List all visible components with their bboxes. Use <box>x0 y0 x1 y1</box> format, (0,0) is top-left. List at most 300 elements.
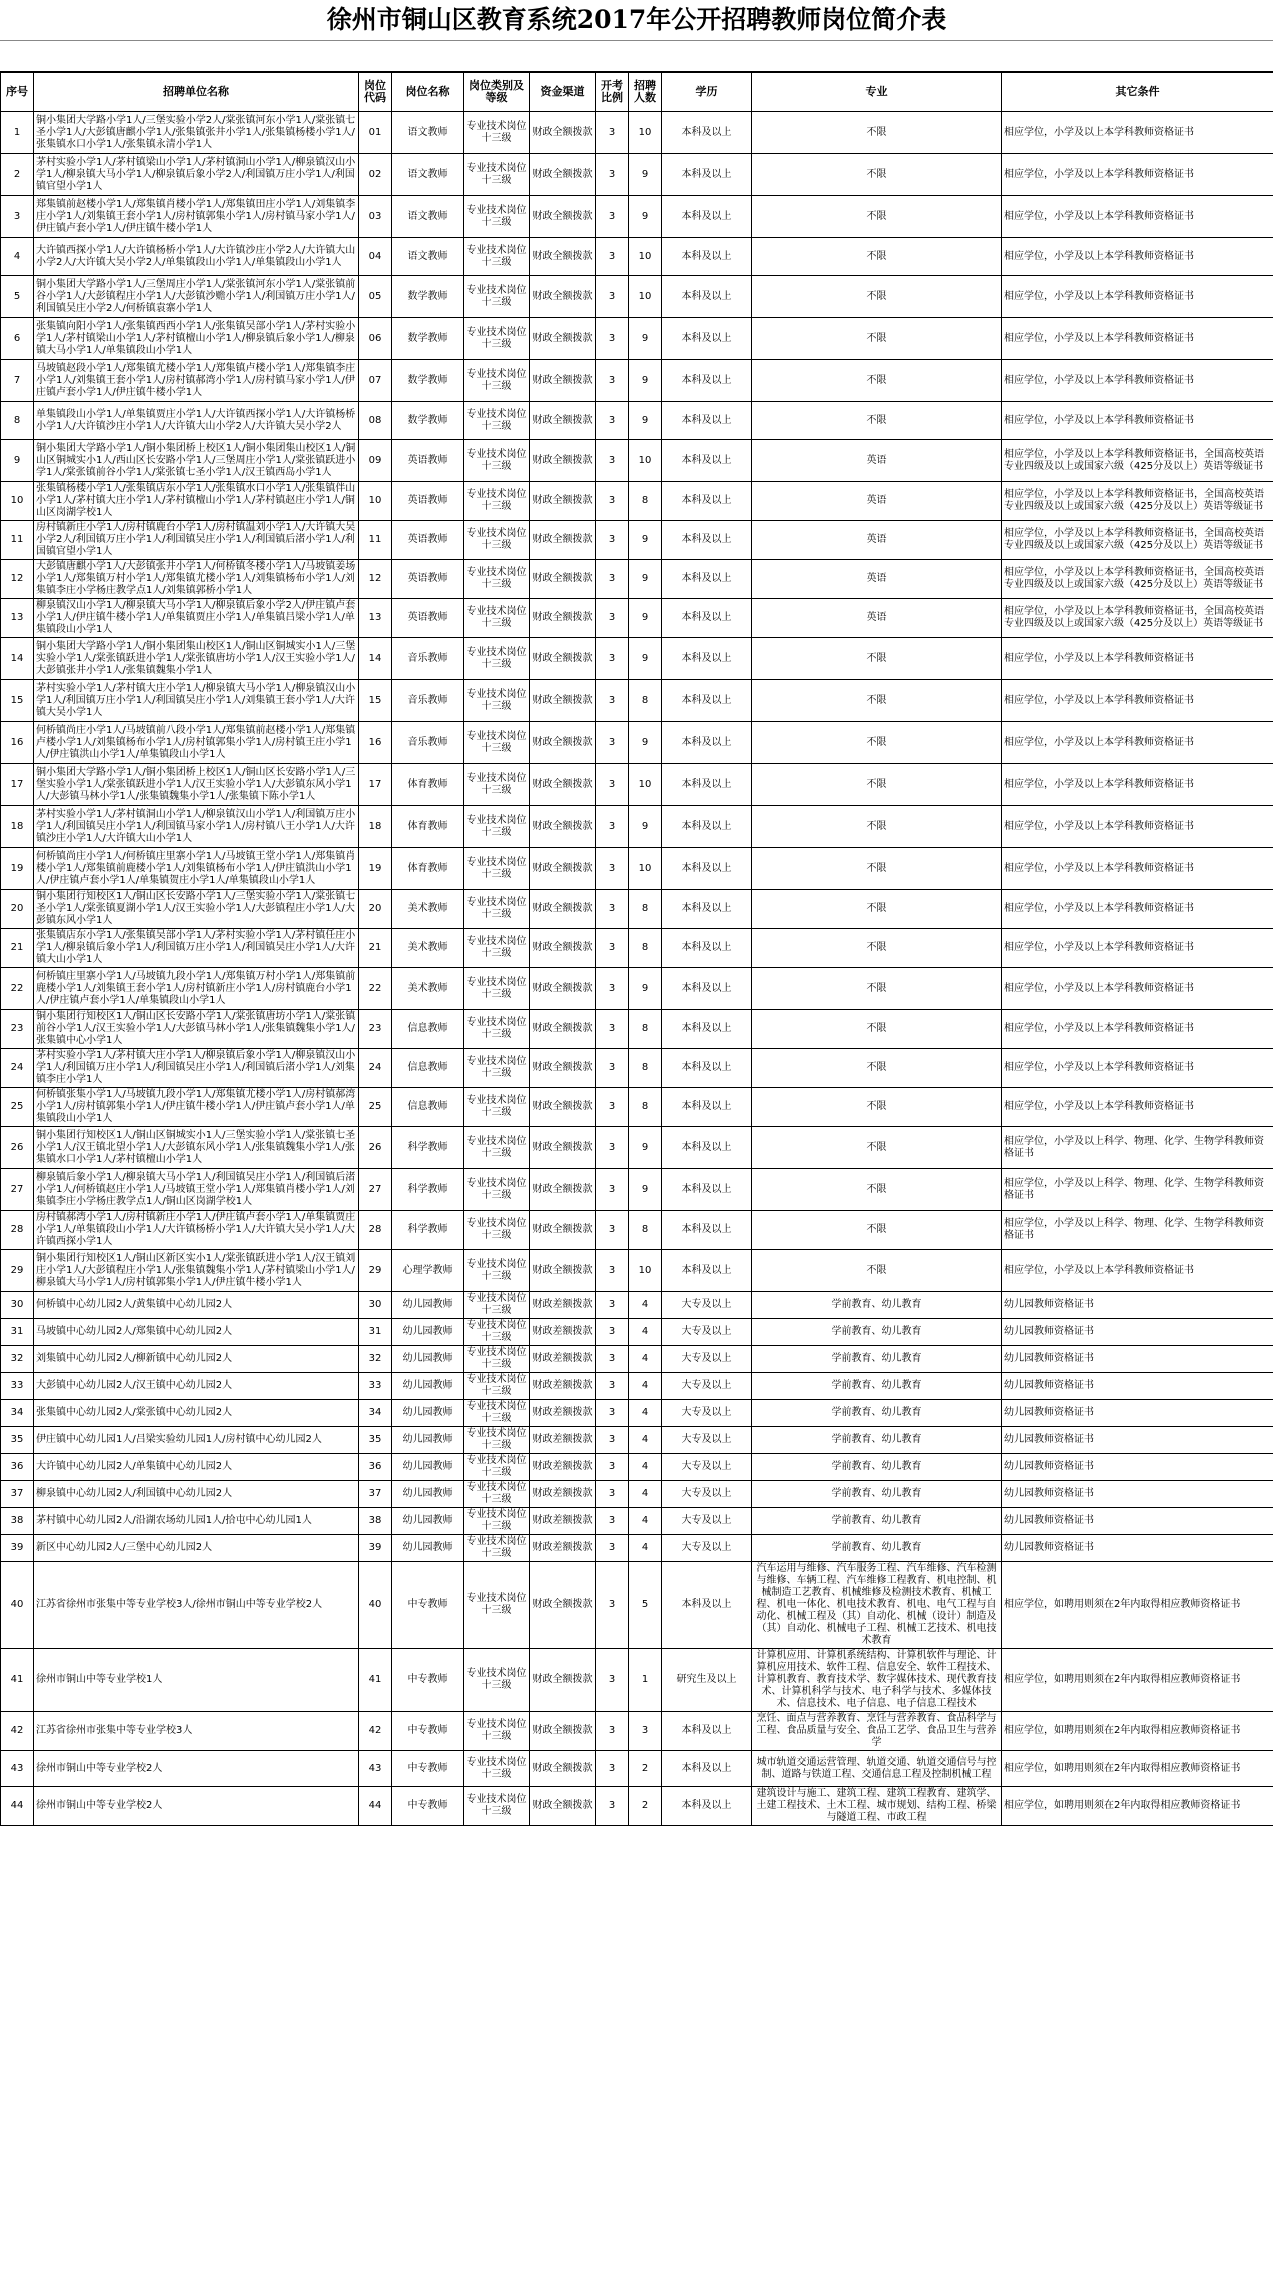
hiring-count-cell: 4 <box>629 1454 662 1481</box>
row-number-cell: 25 <box>1 1088 34 1127</box>
table-row <box>1 1712 1273 1751</box>
column-header: 专业 <box>752 73 1002 112</box>
recruiting-unit-cell: 茅村实验小学1人/茅村镇梁山小学1人/茅村镇洞山小学1人/柳泉镇汉山小学1人/柳泉镇大马小学1人/柳泉镇后象小学2人/利国镇万庄小学1人/利国镇官望小学1人 <box>34 154 359 196</box>
post-code-cell: 29 <box>359 1250 392 1292</box>
post-code-cell: 37 <box>359 1481 392 1508</box>
hiring-count-cell: 9 <box>629 196 662 238</box>
post-category-cell: 专业技术岗位十三级 <box>464 680 530 722</box>
funding-channel-cell: 财政全额拨款 <box>530 1787 596 1826</box>
funding-channel-cell: 财政差额拨款 <box>530 1454 596 1481</box>
row-number-cell: 40 <box>1 1562 34 1649</box>
major-cell: 不限 <box>752 1250 1002 1292</box>
table-row <box>1 1049 1273 1088</box>
exam-ratio-cell: 3 <box>596 1481 629 1508</box>
funding-channel-cell: 财政全额拨款 <box>530 1088 596 1127</box>
other-conditions-cell: 相应学位，如聘用则须在2年内取得相应教师资格证书 <box>1002 1562 1273 1649</box>
education-cell: 本科及以上 <box>662 968 752 1010</box>
row-number-cell: 12 <box>1 560 34 599</box>
post-name-cell: 中专教师 <box>392 1649 464 1712</box>
exam-ratio-cell: 3 <box>596 1010 629 1049</box>
exam-ratio-cell: 3 <box>596 1787 629 1826</box>
education-cell: 大专及以上 <box>662 1346 752 1373</box>
post-category-cell: 专业技术岗位十三级 <box>464 599 530 638</box>
row-number-cell: 11 <box>1 521 34 560</box>
post-code-cell: 25 <box>359 1088 392 1127</box>
funding-channel-cell: 财政全额拨款 <box>530 890 596 929</box>
education-cell: 本科及以上 <box>662 1127 752 1169</box>
recruiting-unit-cell: 马坡镇中心幼儿园2人/郑集镇中心幼儿园2人 <box>34 1319 359 1346</box>
post-code-cell: 44 <box>359 1787 392 1826</box>
education-cell: 本科及以上 <box>662 1562 752 1649</box>
major-cell: 不限 <box>752 112 1002 154</box>
funding-channel-cell: 财政全额拨款 <box>530 154 596 196</box>
post-name-cell: 幼儿园教师 <box>392 1292 464 1319</box>
hiring-count-cell: 4 <box>629 1319 662 1346</box>
education-cell: 大专及以上 <box>662 1319 752 1346</box>
exam-ratio-cell: 3 <box>596 440 629 482</box>
education-cell: 本科及以上 <box>662 402 752 440</box>
post-code-cell: 13 <box>359 599 392 638</box>
post-category-cell: 专业技术岗位十三级 <box>464 154 530 196</box>
exam-ratio-cell: 3 <box>596 154 629 196</box>
post-category-cell: 专业技术岗位十三级 <box>464 1127 530 1169</box>
education-cell: 本科及以上 <box>662 1211 752 1250</box>
table-row <box>1 929 1273 968</box>
post-name-cell: 幼儿园教师 <box>392 1373 464 1400</box>
recruitment-table <box>0 72 1273 1826</box>
hiring-count-cell: 8 <box>629 890 662 929</box>
education-cell: 本科及以上 <box>662 890 752 929</box>
row-number-cell: 36 <box>1 1454 34 1481</box>
post-category-cell: 专业技术岗位十三级 <box>464 722 530 764</box>
hiring-count-cell: 9 <box>629 154 662 196</box>
hiring-count-cell: 9 <box>629 360 662 402</box>
column-header: 学历 <box>662 73 752 112</box>
post-name-cell: 幼儿园教师 <box>392 1535 464 1562</box>
other-conditions-cell: 幼儿园教师资格证书 <box>1002 1346 1273 1373</box>
recruiting-unit-cell: 大许镇中心幼儿园2人/单集镇中心幼儿园2人 <box>34 1454 359 1481</box>
column-header: 岗位类别及等级 <box>464 73 530 112</box>
education-cell: 本科及以上 <box>662 1088 752 1127</box>
post-code-cell: 18 <box>359 806 392 848</box>
row-number-cell: 13 <box>1 599 34 638</box>
post-code-cell: 11 <box>359 521 392 560</box>
recruiting-unit-cell: 铜小集团行知校区1人/铜山区新区实小1人/棠张镇跃进小学1人/汉王镇刘庄小学1人/大彭镇程庄小学1人/张集镇魏集小学1人/茅村镇梁山小学1人/柳泉镇大马小学1人/房村镇郭集小学1人/伊庄镇牛楼小学1人 <box>34 1250 359 1292</box>
recruiting-unit-cell: 徐州市铜山中等专业学校2人 <box>34 1751 359 1787</box>
funding-channel-cell: 财政差额拨款 <box>530 1319 596 1346</box>
hiring-count-cell: 10 <box>629 238 662 276</box>
post-name-cell: 语文教师 <box>392 154 464 196</box>
table-header-row <box>1 73 1273 112</box>
funding-channel-cell: 财政全额拨款 <box>530 276 596 318</box>
exam-ratio-cell: 3 <box>596 560 629 599</box>
education-cell: 研究生及以上 <box>662 1649 752 1712</box>
funding-channel-cell: 财政全额拨款 <box>530 638 596 680</box>
post-category-cell: 专业技术岗位十三级 <box>464 848 530 890</box>
page-title: 徐州市铜山区教育系统2017年公开招聘教师岗位简介表 <box>0 0 1273 41</box>
table-row <box>1 112 1273 154</box>
table-row <box>1 1427 1273 1454</box>
post-name-cell: 中专教师 <box>392 1787 464 1826</box>
post-category-cell: 专业技术岗位十三级 <box>464 1319 530 1346</box>
hiring-count-cell: 2 <box>629 1751 662 1787</box>
post-name-cell: 信息教师 <box>392 1010 464 1049</box>
other-conditions-cell: 幼儿园教师资格证书 <box>1002 1481 1273 1508</box>
table-row <box>1 1649 1273 1712</box>
other-conditions-cell: 相应学位，小学及以上本学科教师资格证书 <box>1002 638 1273 680</box>
other-conditions-cell: 相应学位，小学及以上本学科教师资格证书 <box>1002 890 1273 929</box>
education-cell: 本科及以上 <box>662 154 752 196</box>
other-conditions-cell: 相应学位，小学及以上本学科教师资格证书 <box>1002 276 1273 318</box>
row-number-cell: 39 <box>1 1535 34 1562</box>
major-cell: 英语 <box>752 599 1002 638</box>
major-cell: 不限 <box>752 1088 1002 1127</box>
table-row <box>1 1211 1273 1250</box>
education-cell: 本科及以上 <box>662 482 752 521</box>
row-number-cell: 9 <box>1 440 34 482</box>
post-category-cell: 专业技术岗位十三级 <box>464 360 530 402</box>
post-code-cell: 05 <box>359 276 392 318</box>
post-category-cell: 专业技术岗位十三级 <box>464 929 530 968</box>
post-name-cell: 语文教师 <box>392 112 464 154</box>
funding-channel-cell: 财政全额拨款 <box>530 402 596 440</box>
exam-ratio-cell: 3 <box>596 196 629 238</box>
recruiting-unit-cell: 何桥镇尚庄小学1人/何桥镇庄里寨小学1人/马坡镇王堂小学1人/郑集镇肖楼小学1人/郑集镇前鹿楼小学1人/刘集镇杨布小学1人/伊庄镇洪山小学1人/伊庄镇卢套小学1人/单集镇贺庄小学1人/单集镇段山小学1人 <box>34 848 359 890</box>
post-category-cell: 专业技术岗位十三级 <box>464 196 530 238</box>
education-cell: 本科及以上 <box>662 1049 752 1088</box>
post-category-cell: 专业技术岗位十三级 <box>464 968 530 1010</box>
major-cell: 城市轨道交通运营管理、轨道交通、轨道交通信号与控制、道路与铁道工程、交通信息工程及控制机械工程 <box>752 1751 1002 1787</box>
recruiting-unit-cell: 张集镇中心幼儿园2人/棠张镇中心幼儿园2人 <box>34 1400 359 1427</box>
table-row <box>1 1400 1273 1427</box>
other-conditions-cell: 相应学位，小学及以上本学科教师资格证书 <box>1002 1250 1273 1292</box>
major-cell: 烹饪、面点与营养教育、烹饪与营养教育、食品科学与工程、食品质量与安全、食品工艺学、食品卫生与营养学 <box>752 1712 1002 1751</box>
major-cell: 英语 <box>752 560 1002 599</box>
post-code-cell: 36 <box>359 1454 392 1481</box>
recruiting-unit-cell: 柳泉镇中心幼儿园2人/利国镇中心幼儿园2人 <box>34 1481 359 1508</box>
exam-ratio-cell: 3 <box>596 806 629 848</box>
table-row <box>1 599 1273 638</box>
post-name-cell: 幼儿园教师 <box>392 1427 464 1454</box>
other-conditions-cell: 相应学位，小学及以上本学科教师资格证书 <box>1002 722 1273 764</box>
exam-ratio-cell: 3 <box>596 1250 629 1292</box>
hiring-count-cell: 2 <box>629 1787 662 1826</box>
exam-ratio-cell: 3 <box>596 1562 629 1649</box>
post-category-cell: 专业技术岗位十三级 <box>464 112 530 154</box>
column-header: 招聘单位名称 <box>34 73 359 112</box>
hiring-count-cell: 4 <box>629 1400 662 1427</box>
exam-ratio-cell: 3 <box>596 1211 629 1250</box>
post-code-cell: 06 <box>359 318 392 360</box>
education-cell: 大专及以上 <box>662 1508 752 1535</box>
post-code-cell: 34 <box>359 1400 392 1427</box>
hiring-count-cell: 10 <box>629 764 662 806</box>
table-row <box>1 1373 1273 1400</box>
recruiting-unit-cell: 张集镇向阳小学1人/张集镇西西小学1人/张集镇吴部小学1人/茅村实验小学1人/茅村镇梁山小学1人/茅村镇檀山小学1人/柳泉镇后象小学1人/柳泉镇大马小学1人/单集镇段山小学1人 <box>34 318 359 360</box>
exam-ratio-cell: 3 <box>596 482 629 521</box>
post-category-cell: 专业技术岗位十三级 <box>464 638 530 680</box>
exam-ratio-cell: 3 <box>596 680 629 722</box>
post-name-cell: 语文教师 <box>392 238 464 276</box>
other-conditions-cell: 幼儿园教师资格证书 <box>1002 1454 1273 1481</box>
post-name-cell: 美术教师 <box>392 929 464 968</box>
table-row <box>1 1787 1273 1826</box>
funding-channel-cell: 财政全额拨款 <box>530 196 596 238</box>
row-number-cell: 43 <box>1 1751 34 1787</box>
row-number-cell: 24 <box>1 1049 34 1088</box>
row-number-cell: 41 <box>1 1649 34 1712</box>
table-row <box>1 1535 1273 1562</box>
post-name-cell: 信息教师 <box>392 1088 464 1127</box>
row-number-cell: 10 <box>1 482 34 521</box>
row-number-cell: 8 <box>1 402 34 440</box>
education-cell: 本科及以上 <box>662 560 752 599</box>
blank-row <box>0 41 1273 72</box>
row-number-cell: 19 <box>1 848 34 890</box>
major-cell: 学前教育、幼儿教育 <box>752 1481 1002 1508</box>
other-conditions-cell: 相应学位，小学及以上科学、物理、化学、生物学科教师资格证书 <box>1002 1127 1273 1169</box>
post-name-cell: 英语教师 <box>392 560 464 599</box>
post-category-cell: 专业技术岗位十三级 <box>464 1010 530 1049</box>
column-header: 其它条件 <box>1002 73 1273 112</box>
hiring-count-cell: 10 <box>629 276 662 318</box>
row-number-cell: 28 <box>1 1211 34 1250</box>
row-number-cell: 42 <box>1 1712 34 1751</box>
post-category-cell: 专业技术岗位十三级 <box>464 276 530 318</box>
recruiting-unit-cell: 房村镇新庄小学1人/房村镇鹿台小学1人/房村镇温刘小学1人/大许镇大吴小学2人/利国镇万庄小学1人/利国镇吴庄小学1人/利国镇后渚小学1人/利国镇官望小学1人 <box>34 521 359 560</box>
post-category-cell: 专业技术岗位十三级 <box>464 521 530 560</box>
post-code-cell: 04 <box>359 238 392 276</box>
post-code-cell: 19 <box>359 848 392 890</box>
other-conditions-cell: 相应学位，小学及以上本学科教师资格证书，全国高校英语专业四级及以上或国家六级（425分及以上）英语等级证书 <box>1002 482 1273 521</box>
major-cell: 学前教育、幼儿教育 <box>752 1292 1002 1319</box>
major-cell: 不限 <box>752 929 1002 968</box>
table-row <box>1 806 1273 848</box>
table-row <box>1 680 1273 722</box>
post-code-cell: 30 <box>359 1292 392 1319</box>
post-code-cell: 23 <box>359 1010 392 1049</box>
table-row <box>1 1319 1273 1346</box>
other-conditions-cell: 相应学位，如聘用则须在2年内取得相应教师资格证书 <box>1002 1787 1273 1826</box>
funding-channel-cell: 财政差额拨款 <box>530 1427 596 1454</box>
post-category-cell: 专业技术岗位十三级 <box>464 238 530 276</box>
post-name-cell: 数学教师 <box>392 360 464 402</box>
recruiting-unit-cell: 铜小集团大学路小学1人/铜小集团桥上校区1人/铜山区长安路小学1人/三堡实验小学1人/棠张镇跃进小学1人/汉王实验小学1人/大彭镇东风小学1人/大彭镇马林小学1人/张集镇魏集小学1人/张集镇下陈小学1人 <box>34 764 359 806</box>
post-code-cell: 26 <box>359 1127 392 1169</box>
funding-channel-cell: 财政全额拨款 <box>530 1010 596 1049</box>
funding-channel-cell: 财政全额拨款 <box>530 968 596 1010</box>
post-name-cell: 幼儿园教师 <box>392 1346 464 1373</box>
exam-ratio-cell: 3 <box>596 1712 629 1751</box>
post-name-cell: 科学教师 <box>392 1169 464 1211</box>
recruiting-unit-cell: 铜小集团行知校区1人/铜山区长安路小学1人/棠张镇唐坊小学1人/棠张镇前谷小学1人/汉王实验小学1人/大彭镇马林小学1人/张集镇魏集小学1人/张集镇中心小学1人 <box>34 1010 359 1049</box>
post-code-cell: 27 <box>359 1169 392 1211</box>
education-cell: 本科及以上 <box>662 112 752 154</box>
recruiting-unit-cell: 铜小集团大学路小学1人/铜小集团桥上校区1人/铜小集团集山校区1人/铜山区铜城实小1人/西山区长安路小学1人/三堡周庄小学1人/棠张镇跃进小学1人/棠张镇前谷小学1人/棠张镇七圣小学1人/汉王镇西岛小学1人 <box>34 440 359 482</box>
row-number-cell: 5 <box>1 276 34 318</box>
post-name-cell: 语文教师 <box>392 196 464 238</box>
post-name-cell: 信息教师 <box>392 1049 464 1088</box>
post-category-cell: 专业技术岗位十三级 <box>464 1454 530 1481</box>
row-number-cell: 27 <box>1 1169 34 1211</box>
row-number-cell: 44 <box>1 1787 34 1826</box>
row-number-cell: 30 <box>1 1292 34 1319</box>
funding-channel-cell: 财政全额拨款 <box>530 440 596 482</box>
post-code-cell: 17 <box>359 764 392 806</box>
table-row <box>1 722 1273 764</box>
post-code-cell: 39 <box>359 1535 392 1562</box>
hiring-count-cell: 4 <box>629 1292 662 1319</box>
table-row <box>1 154 1273 196</box>
funding-channel-cell: 财政全额拨款 <box>530 1049 596 1088</box>
major-cell: 不限 <box>752 968 1002 1010</box>
post-name-cell: 心理学教师 <box>392 1250 464 1292</box>
column-header: 岗位名称 <box>392 73 464 112</box>
education-cell: 本科及以上 <box>662 521 752 560</box>
other-conditions-cell: 相应学位，小学及以上本学科教师资格证书 <box>1002 360 1273 402</box>
funding-channel-cell: 财政差额拨款 <box>530 1508 596 1535</box>
row-number-cell: 16 <box>1 722 34 764</box>
table-row <box>1 764 1273 806</box>
post-code-cell: 09 <box>359 440 392 482</box>
exam-ratio-cell: 3 <box>596 929 629 968</box>
exam-ratio-cell: 3 <box>596 1373 629 1400</box>
row-number-cell: 18 <box>1 806 34 848</box>
recruiting-unit-cell: 何桥镇庄里寨小学1人/马坡镇九段小学1人/郑集镇万村小学1人/郑集镇前鹿楼小学1人/刘集镇王套小学1人/房村镇新庄小学1人/房村镇鹿台小学1人/伊庄镇卢套小学1人/单集镇段山小学1人 <box>34 968 359 1010</box>
recruiting-unit-cell: 大彭镇中心幼儿园2人/汉王镇中心幼儿园2人 <box>34 1373 359 1400</box>
exam-ratio-cell: 3 <box>596 1454 629 1481</box>
recruiting-unit-cell: 铜小集团大学路小学1人/三堡实验小学2人/棠张镇河东小学1人/棠张镇七圣小学1人/大彭镇唐麒小学1人/张集镇张井小学1人/张集镇杨楼小学1人/张集镇水口小学1人/张集镇永清小学1人 <box>34 112 359 154</box>
hiring-count-cell: 9 <box>629 638 662 680</box>
post-category-cell: 专业技术岗位十三级 <box>464 482 530 521</box>
post-code-cell: 28 <box>359 1211 392 1250</box>
hiring-count-cell: 3 <box>629 1712 662 1751</box>
post-category-cell: 专业技术岗位十三级 <box>464 1250 530 1292</box>
education-cell: 本科及以上 <box>662 599 752 638</box>
major-cell: 英语 <box>752 521 1002 560</box>
education-cell: 本科及以上 <box>662 276 752 318</box>
post-code-cell: 15 <box>359 680 392 722</box>
exam-ratio-cell: 3 <box>596 360 629 402</box>
post-name-cell: 音乐教师 <box>392 638 464 680</box>
post-category-cell: 专业技术岗位十三级 <box>464 1649 530 1712</box>
column-header: 资金渠道 <box>530 73 596 112</box>
funding-channel-cell: 财政全额拨款 <box>530 599 596 638</box>
row-number-cell: 6 <box>1 318 34 360</box>
exam-ratio-cell: 3 <box>596 1535 629 1562</box>
recruiting-unit-cell: 张集镇店东小学1人/张集镇吴部小学1人/茅村实验小学1人/茅村镇任庄小学1人/柳泉镇后象小学1人/利国镇万庄小学1人/利国镇吴庄小学1人/大许镇大山小学1人 <box>34 929 359 968</box>
funding-channel-cell: 财政全额拨款 <box>530 1562 596 1649</box>
major-cell: 建筑设计与施工、建筑工程、建筑工程教育、建筑学、土建工程技术、土木工程、城市规划、结构工程、桥梁与隧道工程、市政工程 <box>752 1787 1002 1826</box>
post-code-cell: 12 <box>359 560 392 599</box>
education-cell: 本科及以上 <box>662 680 752 722</box>
other-conditions-cell: 相应学位，小学及以上本学科教师资格证书，全国高校英语专业四级及以上或国家六级（425分及以上）英语等级证书 <box>1002 560 1273 599</box>
funding-channel-cell: 财政全额拨款 <box>530 929 596 968</box>
post-category-cell: 专业技术岗位十三级 <box>464 440 530 482</box>
post-code-cell: 07 <box>359 360 392 402</box>
post-category-cell: 专业技术岗位十三级 <box>464 1481 530 1508</box>
column-header: 开考比例 <box>596 73 629 112</box>
hiring-count-cell: 4 <box>629 1481 662 1508</box>
table-row <box>1 1562 1273 1649</box>
other-conditions-cell: 相应学位，小学及以上本学科教师资格证书 <box>1002 318 1273 360</box>
row-number-cell: 14 <box>1 638 34 680</box>
post-code-cell: 33 <box>359 1373 392 1400</box>
row-number-cell: 7 <box>1 360 34 402</box>
education-cell: 大专及以上 <box>662 1454 752 1481</box>
funding-channel-cell: 财政全额拨款 <box>530 1712 596 1751</box>
recruiting-unit-cell: 徐州市铜山中等专业学校2人 <box>34 1787 359 1826</box>
post-category-cell: 专业技术岗位十三级 <box>464 1211 530 1250</box>
row-number-cell: 29 <box>1 1250 34 1292</box>
post-name-cell: 数学教师 <box>392 318 464 360</box>
education-cell: 大专及以上 <box>662 1400 752 1427</box>
exam-ratio-cell: 3 <box>596 1319 629 1346</box>
table-row <box>1 402 1273 440</box>
post-category-cell: 专业技术岗位十三级 <box>464 1508 530 1535</box>
education-cell: 本科及以上 <box>662 440 752 482</box>
hiring-count-cell: 9 <box>629 402 662 440</box>
education-cell: 本科及以上 <box>662 1787 752 1826</box>
exam-ratio-cell: 3 <box>596 1751 629 1787</box>
recruiting-unit-cell: 郑集镇前赵楼小学1人/郑集镇肖楼小学1人/郑集镇田庄小学1人/刘集镇李庄小学1人/刘集镇王套小学1人/房村镇郭集小学1人/房村镇马家小学1人/伊庄镇卢套小学1人/伊庄镇牛楼小学1人 <box>34 196 359 238</box>
education-cell: 本科及以上 <box>662 806 752 848</box>
hiring-count-cell: 8 <box>629 1049 662 1088</box>
funding-channel-cell: 财政全额拨款 <box>530 1127 596 1169</box>
exam-ratio-cell: 3 <box>596 112 629 154</box>
recruiting-unit-cell: 茅村实验小学1人/茅村镇大庄小学1人/柳泉镇后象小学1人/柳泉镇汉山小学1人/利国镇万庄小学1人/利国镇吴庄小学1人/利国镇后渚小学1人/刘集镇李庄小学1人 <box>34 1049 359 1088</box>
recruiting-unit-cell: 铜小集团大学路小学1人/铜小集团集山校区1人/铜山区铜城实小1人/三堡实验小学1人/棠张镇跃进小学1人/棠张镇唐坊小学1人/汉王实验小学1人/大彭镇张井小学1人/张集镇魏集小学1人 <box>34 638 359 680</box>
recruiting-unit-cell: 铜小集团行知校区1人/铜山区铜城实小1人/三堡实验小学1人/棠张镇七圣小学1人/汉王镇北望小学1人/大彭镇东风小学1人/张集镇魏集小学1人/张集镇水口小学1人/茅村镇檀山小学1人 <box>34 1127 359 1169</box>
other-conditions-cell: 相应学位，小学及以上本学科教师资格证书 <box>1002 238 1273 276</box>
row-number-cell: 22 <box>1 968 34 1010</box>
table-row <box>1 521 1273 560</box>
education-cell: 本科及以上 <box>662 1250 752 1292</box>
post-code-cell: 35 <box>359 1427 392 1454</box>
hiring-count-cell: 9 <box>629 806 662 848</box>
recruiting-unit-cell: 大许镇西探小学1人/大许镇杨桥小学1人/大许镇沙庄小学2人/大许镇大山小学2人/大许镇大吴小学2人/单集镇段山小学1人/单集镇段山小学1人 <box>34 238 359 276</box>
table-row <box>1 638 1273 680</box>
major-cell: 不限 <box>752 764 1002 806</box>
table-row <box>1 482 1273 521</box>
funding-channel-cell: 财政全额拨款 <box>530 1751 596 1787</box>
major-cell: 不限 <box>752 638 1002 680</box>
post-code-cell: 20 <box>359 890 392 929</box>
exam-ratio-cell: 3 <box>596 1427 629 1454</box>
post-category-cell: 专业技术岗位十三级 <box>464 1535 530 1562</box>
other-conditions-cell: 相应学位，小学及以上本学科教师资格证书 <box>1002 968 1273 1010</box>
hiring-count-cell: 4 <box>629 1346 662 1373</box>
row-number-cell: 37 <box>1 1481 34 1508</box>
table-row <box>1 238 1273 276</box>
post-code-cell: 24 <box>359 1049 392 1088</box>
table-row <box>1 890 1273 929</box>
table-row <box>1 1508 1273 1535</box>
post-category-cell: 专业技术岗位十三级 <box>464 402 530 440</box>
major-cell: 不限 <box>752 360 1002 402</box>
recruiting-unit-cell: 铜小集团大学路小学1人/三堡周庄小学1人/棠张镇河东小学1人/棠张镇前谷小学1人/大彭镇程庄小学1人/大彭镇沙赡小学1人/利国镇万庄小学1人/利国镇吴庄小学2人/何桥镇袁寨小学1人 <box>34 276 359 318</box>
funding-channel-cell: 财政全额拨款 <box>530 318 596 360</box>
post-category-cell: 专业技术岗位十三级 <box>464 1427 530 1454</box>
row-number-cell: 20 <box>1 890 34 929</box>
major-cell: 英语 <box>752 482 1002 521</box>
post-category-cell: 专业技术岗位十三级 <box>464 806 530 848</box>
major-cell: 不限 <box>752 806 1002 848</box>
exam-ratio-cell: 3 <box>596 1127 629 1169</box>
other-conditions-cell: 相应学位，小学及以上本学科教师资格证书 <box>1002 1088 1273 1127</box>
major-cell: 计算机应用、计算机系统结构、计算机软件与理论、计算机应用技术、软件工程、信息安全、软件工程技术、计算机教育、教育技术学、数字媒体技术、现代教育技术、计算机科学与技术、电子科学与技术、多媒体技术、信息技术、电子信息、电子信息工程技术 <box>752 1649 1002 1712</box>
other-conditions-cell: 相应学位，小学及以上本学科教师资格证书 <box>1002 929 1273 968</box>
